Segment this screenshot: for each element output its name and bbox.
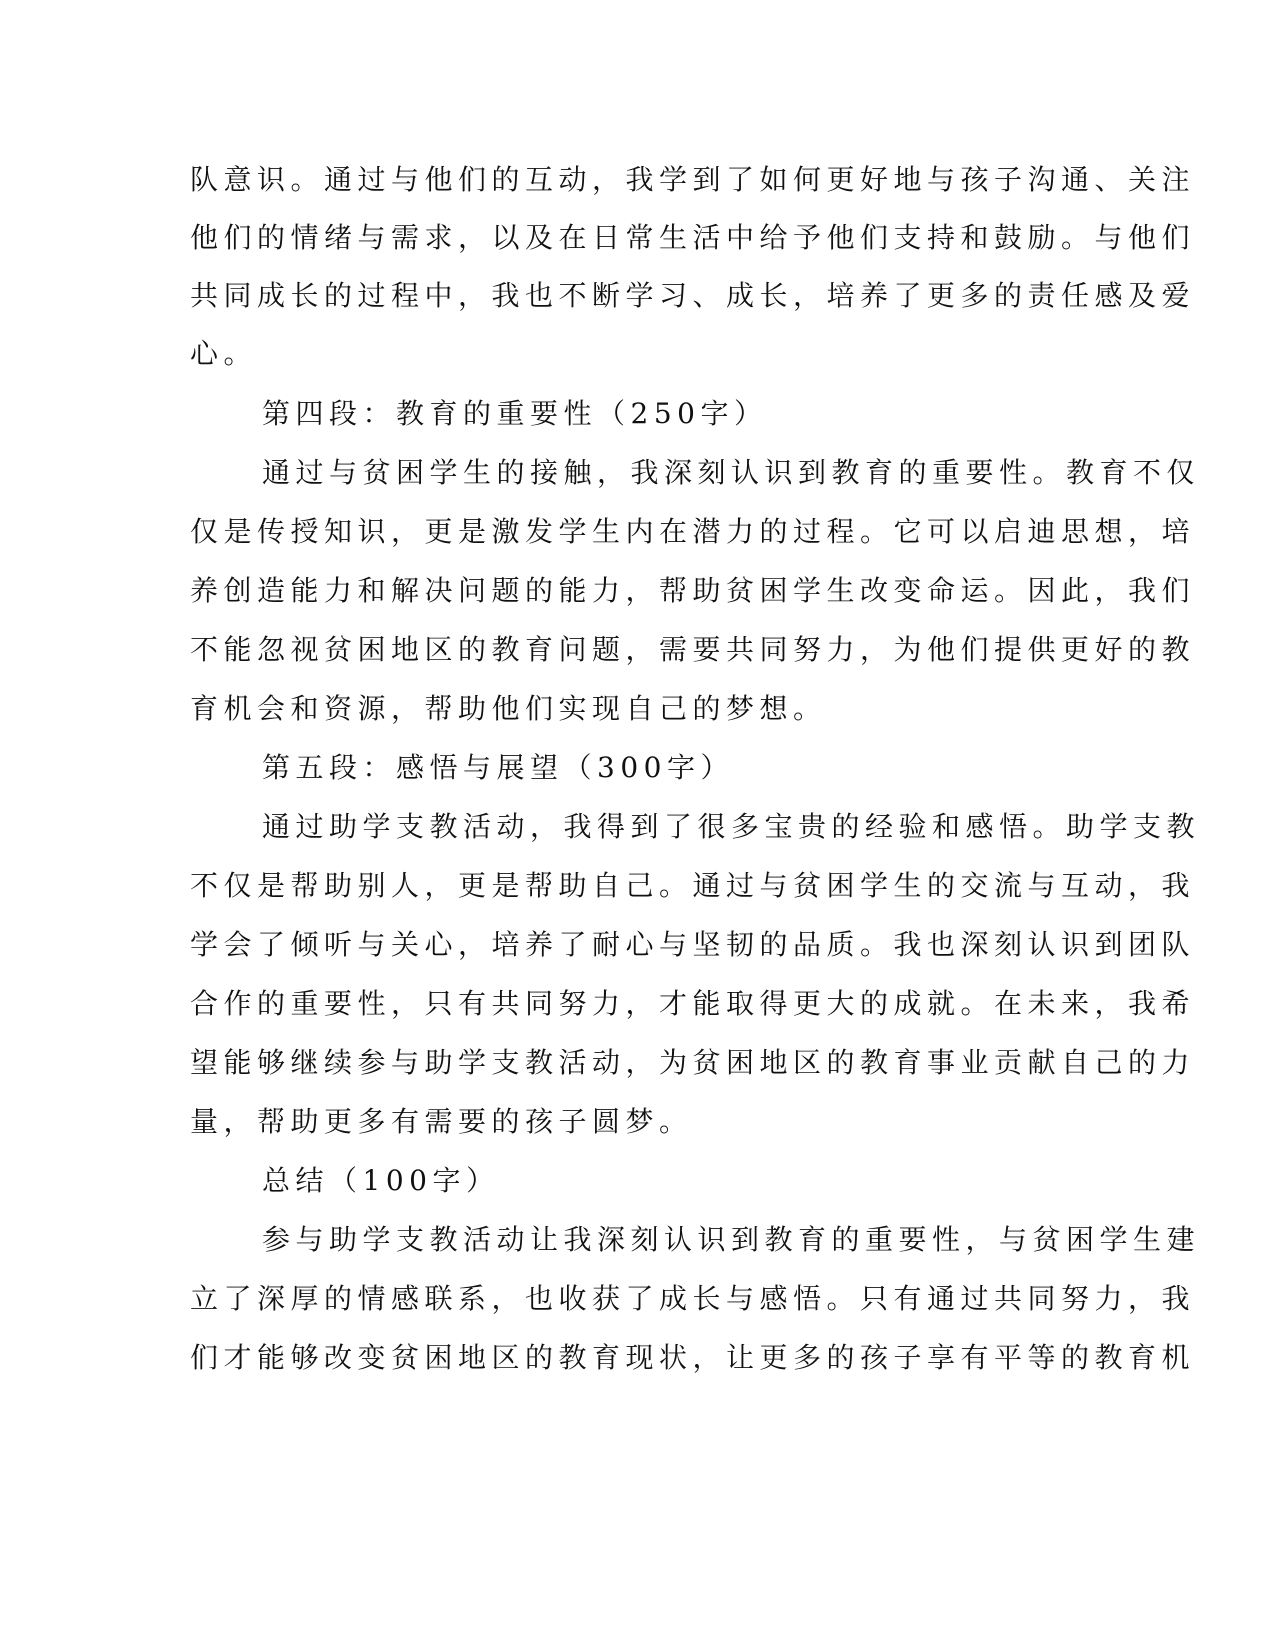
section-heading: 第四段：教育的重要性（250字）: [262, 397, 768, 430]
section-heading: 第五段：感悟与展望（300字）: [262, 751, 734, 784]
text-line: 们才能够改变贫困地区的教育现状，让更多的孩子享有平等的教育机: [190, 1341, 1196, 1374]
text-line: 心。: [190, 337, 258, 370]
text-line: 立了深厚的情感联系，也收获了成长与感悟。只有通过共同努力，我: [190, 1282, 1196, 1315]
text-line: 不仅是帮助别人，更是帮助自己。通过与贫困学生的交流与互动，我: [190, 869, 1196, 902]
paragraph-start-line: 参与助学支教活动让我深刻认识到教育的重要性，与贫困学生建: [262, 1223, 1201, 1256]
text-line: 他们的情绪与需求，以及在日常生活中给予他们支持和鼓励。与他们: [190, 221, 1196, 254]
text-line: 养创造能力和解决问题的能力，帮助贫困学生改变命运。因此，我们: [190, 574, 1196, 607]
text-line: 望能够继续参与助学支教活动，为贫困地区的教育事业贡献自己的力: [190, 1046, 1196, 1079]
text-line: 育机会和资源，帮助他们实现自己的梦想。: [190, 692, 827, 725]
text-line: 队意识。通过与他们的互动，我学到了如何更好地与孩子沟通、关注: [190, 163, 1196, 196]
section-heading: 总结（100字）: [262, 1164, 500, 1197]
paragraph-start-line: 通过与贫困学生的接触，我深刻认识到教育的重要性。教育不仅: [262, 456, 1201, 489]
text-line: 量，帮助更多有需要的孩子圆梦。: [190, 1105, 693, 1138]
text-line: 共同成长的过程中，我也不断学习、成长，培养了更多的责任感及爱: [190, 279, 1196, 312]
text-line: 仅是传授知识，更是激发学生内在潜力的过程。它可以启迪思想，培: [190, 515, 1196, 548]
paragraph-start-line: 通过助学支教活动，我得到了很多宝贵的经验和感悟。助学支教: [262, 810, 1201, 843]
text-line: 合作的重要性，只有共同努力，才能取得更大的成就。在未来，我希: [190, 987, 1196, 1020]
text-line: 不能忽视贫困地区的教育问题，需要共同努力，为他们提供更好的教: [190, 633, 1196, 666]
text-line: 学会了倾听与关心，培养了耐心与坚韧的品质。我也深刻认识到团队: [190, 928, 1196, 961]
